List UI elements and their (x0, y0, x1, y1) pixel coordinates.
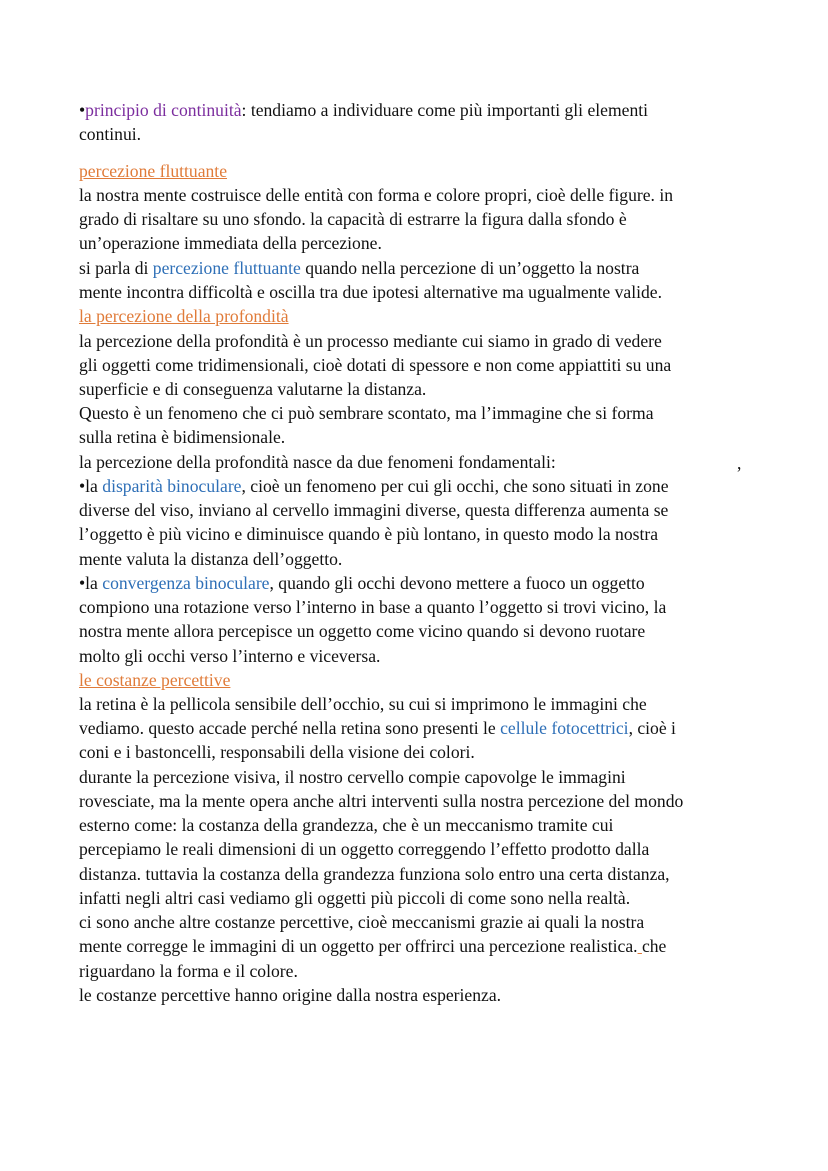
paragraph-line: la nostra mente costruisce delle entità con forma e colore propri, cioè delle figure. in (79, 185, 674, 205)
paragraph-line: sulla retina è bidimensionale. (79, 427, 286, 447)
paragraph-line: mente incontra difficoltà e oscilla tra due ipotesi alternative ma ugualmente valide. (79, 282, 662, 302)
heading-percezione-fluttuante: percezione fluttuante (79, 161, 228, 181)
paragraph-line: molto gli occhi verso l’interno e viceversa. (79, 646, 381, 666)
text-span: quando nella percezione di un’oggetto la nostra (300, 258, 640, 278)
paragraph-line: compiono una rotazione verso l’interno in base a quanto l’oggetto si trovi vicino, la (79, 597, 667, 617)
paragraph-line: ci sono anche altre costanze percettive, cioè meccanismi grazie ai quali la nostra (79, 912, 645, 932)
paragraph-line: durante la percezione visiva, il nostro cervello compie capovolge le immagini (79, 767, 626, 787)
heading-profondita: la percezione della profondità (79, 306, 289, 326)
stray-comma: , (737, 453, 742, 473)
paragraph-line: superficie e di conseguenza valutarne la distanza. (79, 379, 427, 399)
continuity-term: principio di continuità (85, 100, 242, 120)
paragraph-line: infatti negli altri casi vediamo gli oggetti più piccoli di come sono nella realtà. (79, 888, 631, 908)
paragraph-line: un’operazione immediata della percezione. (79, 233, 382, 253)
bullet-disparita (79, 474, 669, 498)
paragraph-line: rovesciate, ma la mente opera anche altri interventi sulla nostra percezione del mondo (79, 791, 684, 811)
bullet: • (79, 100, 86, 120)
text-span: , cioè i (628, 718, 676, 738)
paragraph-line: la retina è la pellicola sensibile dell’occhio, su cui si imprimono le immagini che (79, 694, 647, 714)
paragraph-line: percepiamo le reali dimensioni di un oggetto correggendo l’effetto prodotto dalla (79, 839, 650, 859)
paragraph-line: mente valuta la distanza dell’oggetto. (79, 549, 343, 569)
text-span: si parla di (79, 258, 153, 278)
heading-costanze-percettive: le costanze percettive (79, 670, 231, 690)
paragraph-line: grado di risaltare su uno sfondo. la capacità di estrarre la figura dalla sfondo è (79, 209, 627, 229)
paragraph-line: l’oggetto è più vicino e diminuisce quando è più lontano, in questo modo la nostra (79, 524, 659, 544)
text-span: mente corregge le immagini di un oggetto per offrirci una percezione realistica. (79, 936, 638, 956)
text-span: •la (79, 573, 103, 593)
term-cellule-fotocettrici: cellule fotocettrici (500, 718, 629, 738)
continuity-line-2: continui. (79, 124, 142, 144)
paragraph-line: gli oggetti come tridimensionali, cioè dotati di spessore e non come appiattiti su una (79, 355, 672, 375)
paragraph-line (79, 716, 676, 740)
paragraph-line: distanza. tuttavia la costanza della grandezza funziona solo entro una certa distanza, (79, 864, 670, 884)
bullet-convergenza (79, 571, 645, 595)
paragraph-line (79, 934, 666, 958)
text-span: •la (79, 476, 103, 496)
paragraph-line: la percezione della profondità è un processo mediante cui siamo in grado di vedere (79, 331, 662, 351)
term-convergenza-binoculare: convergenza binoculare (102, 573, 270, 593)
paragraph-line: le costanze percettive hanno origine dalla nostra esperienza. (79, 985, 502, 1005)
text-span: : tendiamo a individuare come più importanti gli elementi (241, 100, 649, 120)
continuity-line-1 (79, 98, 648, 122)
paragraph-line: coni e i bastoncelli, responsabili della visione dei colori. (79, 742, 475, 762)
term-percezione-fluttuante: percezione fluttuante (152, 258, 301, 278)
paragraph-line (79, 256, 639, 280)
term-disparita-binoculare: disparità binoculare (102, 476, 242, 496)
paragraph-line: riguardano la forma e il colore. (79, 961, 298, 981)
paragraph-line: nostra mente allora percepisce un oggetto come vicino quando si devono ruotare (79, 621, 646, 641)
paragraph-line: la percezione della profondità nasce da due fenomeni fondamentali: (79, 452, 556, 472)
text-span: , cioè un fenomeno per cui gli occhi, che sono situati in zone (241, 476, 669, 496)
paragraph-line: diverse del viso, inviano al cervello immagini diverse, questa differenza aumenta se (79, 500, 669, 520)
text-span: che (641, 936, 667, 956)
text-span: , quando gli occhi devono mettere a fuoco un oggetto (269, 573, 645, 593)
paragraph-line: Questo è un fenomeno che ci può sembrare scontato, ma l’immagine che si forma (79, 403, 654, 423)
text-span: vediamo. questo accade perché nella retina sono presenti le (79, 718, 501, 738)
paragraph-line: esterno come: la costanza della grandezza, che è un meccanismo tramite cui (79, 815, 614, 835)
